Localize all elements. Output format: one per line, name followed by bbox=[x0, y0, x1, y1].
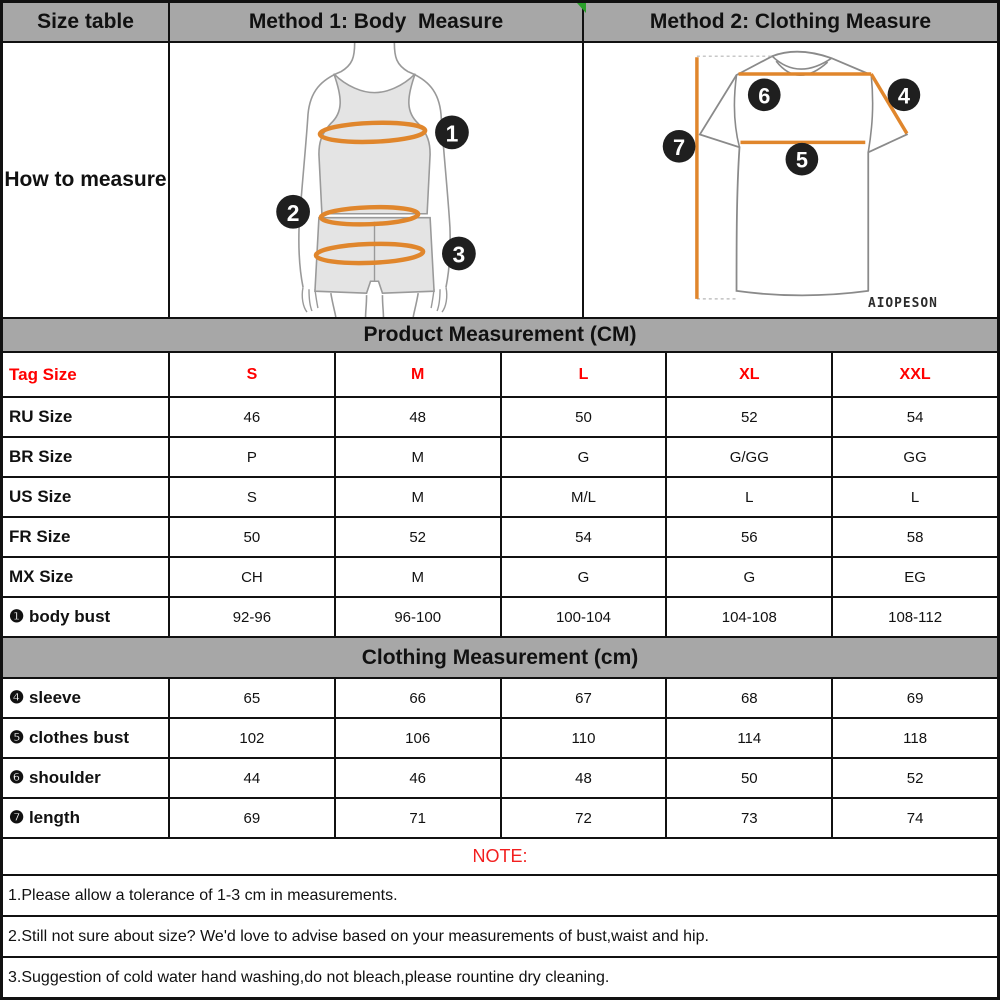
cell-value: G bbox=[502, 558, 668, 596]
size-col-xxl: XXL bbox=[899, 365, 931, 383]
body-figure-diagram bbox=[170, 43, 582, 317]
cell-value: P bbox=[170, 438, 336, 476]
cell-value: G bbox=[502, 438, 668, 476]
cell-value: 50 bbox=[170, 518, 336, 556]
clothing-measurement-title-cell bbox=[3, 638, 997, 677]
method2-header bbox=[584, 3, 997, 41]
cell-value: 54 bbox=[502, 518, 668, 556]
cell-value: 73 bbox=[667, 799, 833, 837]
cell-value: 96-100 bbox=[336, 598, 502, 636]
cell-value: 68 bbox=[667, 679, 833, 717]
cell-value: L bbox=[667, 478, 833, 516]
body-marker-1-icon bbox=[435, 115, 469, 149]
row-label: FR Size bbox=[3, 518, 170, 556]
table-row-length bbox=[3, 799, 997, 839]
svg-text:3: 3 bbox=[452, 241, 466, 268]
cell-value: 66 bbox=[336, 679, 502, 717]
how-to-measure-label: How to measure bbox=[4, 167, 167, 191]
cell-value: 65 bbox=[170, 679, 336, 717]
cell-value: G bbox=[667, 558, 833, 596]
clothing-marker-sleeve-icon bbox=[888, 78, 921, 111]
body-marker-3-icon bbox=[442, 237, 476, 271]
tshirt-diagram bbox=[584, 43, 997, 317]
cell-value: 110 bbox=[502, 719, 668, 757]
cell-value: 74 bbox=[906, 809, 924, 827]
cell-value: 44 bbox=[170, 759, 336, 797]
note-row-3 bbox=[3, 958, 997, 997]
cell-value: 54 bbox=[906, 408, 924, 426]
svg-text:2: 2 bbox=[286, 199, 300, 226]
cell-value: 46 bbox=[170, 398, 336, 436]
method2-label: Method 2: Clothing Measure bbox=[649, 10, 932, 33]
row-label: ❶ body bust bbox=[3, 598, 170, 636]
table-row-body-bust bbox=[3, 598, 997, 638]
cell-value: EG bbox=[904, 568, 926, 586]
clothing-marker-shoulder-icon bbox=[748, 78, 781, 111]
cell-value: 100-104 bbox=[502, 598, 668, 636]
cell-value: 102 bbox=[170, 719, 336, 757]
row-label: ❻ shoulder bbox=[3, 759, 170, 797]
row-label: ❼ length bbox=[3, 799, 170, 837]
tag-size-row bbox=[3, 353, 997, 398]
cell-value: M bbox=[336, 438, 502, 476]
note-title-cell bbox=[3, 839, 997, 874]
svg-text:4: 4 bbox=[897, 83, 910, 109]
clothing-marker-length-icon bbox=[663, 130, 696, 163]
cell-value: 71 bbox=[336, 799, 502, 837]
cell-value: L bbox=[910, 488, 920, 506]
table-row-br-size bbox=[3, 438, 997, 478]
size-table-header bbox=[3, 3, 170, 41]
cell-value: 114 bbox=[667, 719, 833, 757]
note-row-1 bbox=[3, 876, 997, 917]
table-row-mx-size bbox=[3, 558, 997, 598]
clothing-measurement-title-row bbox=[3, 638, 997, 679]
cell-value: 46 bbox=[336, 759, 502, 797]
note-text-1: 1.Please allow a tolerance of 1-3 cm in measurements. bbox=[8, 886, 398, 904]
cell-value: S bbox=[170, 478, 336, 516]
cell-value: 48 bbox=[502, 759, 668, 797]
clothing-marker-bust-icon bbox=[786, 143, 819, 176]
table-row-us-size bbox=[3, 478, 997, 518]
corner-flag-icon bbox=[577, 3, 586, 13]
table-row-shoulder bbox=[3, 759, 997, 799]
top-header-row bbox=[3, 3, 997, 43]
row-label: MX Size bbox=[3, 558, 170, 596]
cell-value: CH bbox=[170, 558, 336, 596]
cell-value: 118 bbox=[903, 729, 928, 747]
note-title: NOTE: bbox=[472, 846, 528, 866]
cell-value: 52 bbox=[667, 398, 833, 436]
product-measurement-title: Product Measurement (CM) bbox=[363, 323, 637, 346]
cell-value: 104-108 bbox=[667, 598, 833, 636]
row-label: ❺ clothes bust bbox=[3, 719, 170, 757]
note-title-row bbox=[3, 839, 997, 876]
cell-value: 108-112 bbox=[888, 608, 943, 626]
row-label: ❹ sleeve bbox=[3, 679, 170, 717]
cell-value: 52 bbox=[906, 769, 924, 787]
cell-value: GG bbox=[903, 448, 927, 466]
cell-value: 67 bbox=[502, 679, 668, 717]
cell-value: 58 bbox=[906, 528, 924, 546]
cell-value: 50 bbox=[502, 398, 668, 436]
row-label: US Size bbox=[3, 478, 170, 516]
clothing-measurement-title: Clothing Measurement (cm) bbox=[361, 645, 639, 669]
table-row-fr-size bbox=[3, 518, 997, 558]
cell-value: M bbox=[336, 558, 502, 596]
size-col-l: L bbox=[502, 353, 668, 396]
cell-value: M/L bbox=[502, 478, 668, 516]
svg-text:7: 7 bbox=[673, 134, 686, 160]
illustration-row bbox=[3, 43, 997, 319]
cell-value: 69 bbox=[170, 799, 336, 837]
clothing-measure-illustration bbox=[584, 43, 997, 317]
table-row-sleeve bbox=[3, 679, 997, 719]
cell-value: 106 bbox=[336, 719, 502, 757]
how-to-measure-cell bbox=[3, 43, 170, 317]
cell-value: 72 bbox=[502, 799, 668, 837]
size-col-s: S bbox=[170, 353, 336, 396]
svg-text:5: 5 bbox=[795, 147, 808, 173]
body-marker-2-icon bbox=[276, 195, 310, 229]
cell-value: 69 bbox=[906, 689, 924, 707]
cell-value: 92-96 bbox=[170, 598, 336, 636]
tag-size-label: Tag Size bbox=[3, 353, 170, 396]
table-row-ru-size bbox=[3, 398, 997, 438]
row-label: BR Size bbox=[3, 438, 170, 476]
size-table-label: Size table bbox=[37, 10, 134, 33]
cell-value: 56 bbox=[667, 518, 833, 556]
method1-label: Method 1: Body Measure bbox=[248, 10, 504, 33]
product-measurement-title-row bbox=[3, 319, 997, 353]
product-measurement-title-cell bbox=[3, 319, 997, 351]
method1-header bbox=[170, 3, 584, 41]
cell-value: 52 bbox=[336, 518, 502, 556]
cell-value: M bbox=[336, 478, 502, 516]
size-col-m: M bbox=[336, 353, 502, 396]
note-text-2: 2.Still not sure about size? We'd love to advise based on your measurements of bust,waist and hip. bbox=[8, 927, 709, 945]
svg-text:6: 6 bbox=[758, 83, 771, 109]
svg-text:1: 1 bbox=[445, 120, 459, 147]
size-col-xl: XL bbox=[667, 353, 833, 396]
cell-value: 48 bbox=[336, 398, 502, 436]
row-label: RU Size bbox=[3, 398, 170, 436]
table-row-clothes-bust bbox=[3, 719, 997, 759]
note-text-3: 3.Suggestion of cold water hand washing,do not bleach,please rountine dry cleaning. bbox=[8, 968, 610, 986]
brand-watermark: AIOPESON bbox=[867, 295, 938, 311]
cell-value: G/GG bbox=[667, 438, 833, 476]
note-row-2 bbox=[3, 917, 997, 958]
cell-value: 50 bbox=[667, 759, 833, 797]
body-measure-illustration bbox=[170, 43, 584, 317]
